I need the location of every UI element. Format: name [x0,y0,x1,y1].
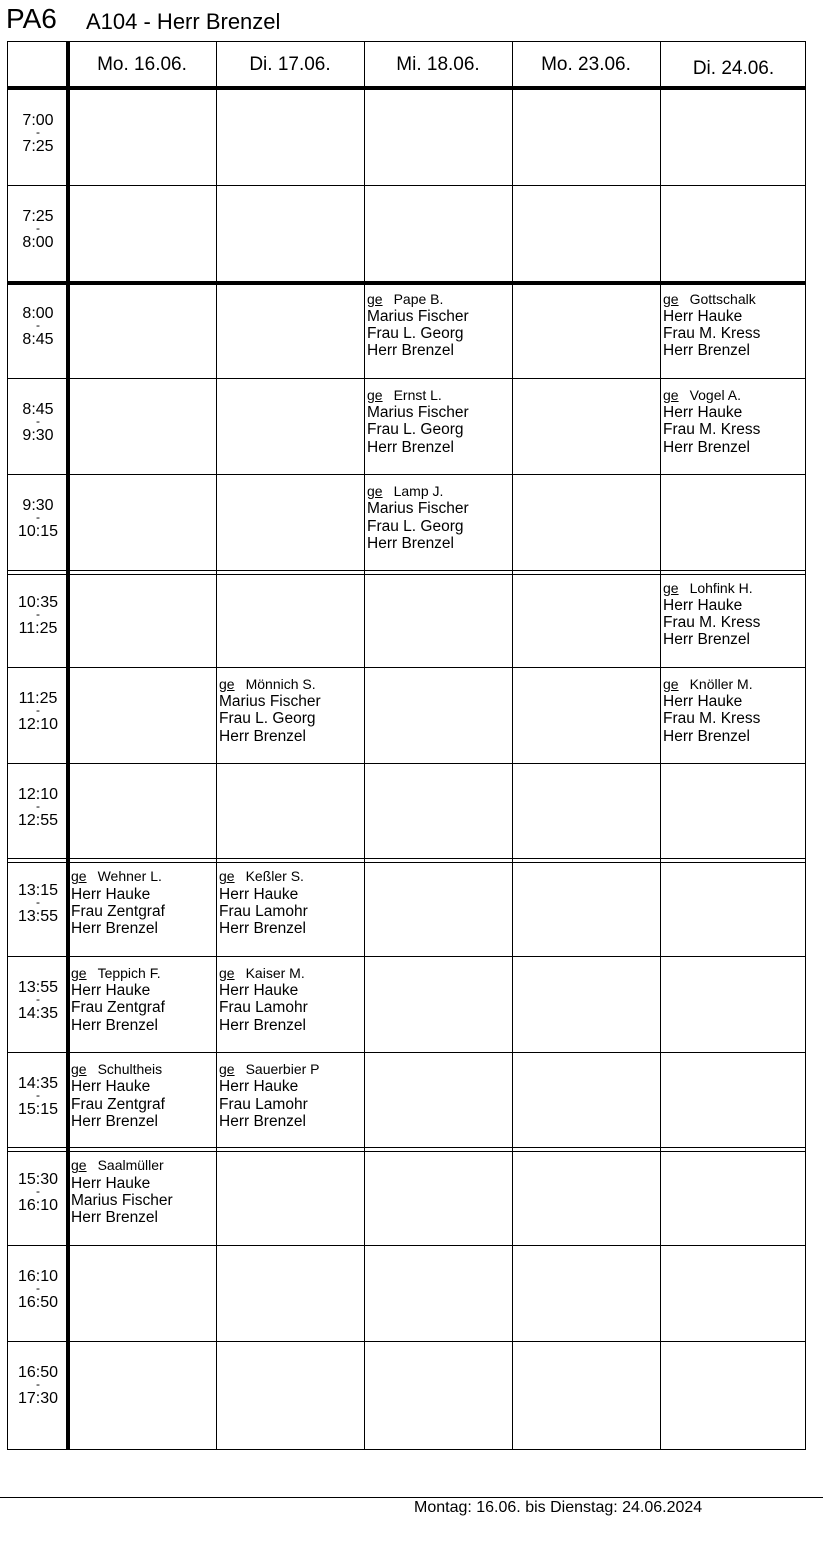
entry-line: Frau Lamohr [219,1095,308,1113]
period-start: 8:45 [22,400,54,418]
period-dash: - [36,1376,40,1391]
subject-tag: ge [367,483,383,500]
row-divider [8,570,805,575]
row-divider [8,1245,805,1246]
period-start: 8:00 [22,304,54,322]
entry-line: Herr Hauke [219,1078,299,1096]
period-dash: - [36,606,40,621]
student-name: Pape B. [393,290,444,307]
period-start: 15:30 [17,1171,59,1189]
row-divider [8,763,805,764]
period-start: 12:10 [17,786,59,804]
lesson-entry [219,1061,320,1130]
period-time [8,572,68,668]
student-name: Lamp J. [393,483,444,500]
period-end: 17:30 [17,1389,59,1407]
entry-line: Herr Hauke [71,1078,151,1096]
day-header: Mo. 23.06. [541,54,631,75]
subject-tag: ge [71,1157,87,1174]
entry-line: Frau Zentgraf [71,1095,165,1113]
day-header: Mi. 18.06. [396,54,480,75]
entry-line: Herr Brenzel [219,727,306,745]
period-start: 13:55 [17,978,59,996]
entry-line: Marius Fischer [71,1191,173,1209]
lesson-entry [219,965,308,1034]
entry-line: Herr Brenzel [219,920,306,938]
entry-header [71,1061,165,1078]
lesson-entry [367,387,469,456]
lesson-entry [71,965,165,1034]
student-name: Mönnich S. [245,675,316,692]
period-time [8,283,68,379]
lesson-entry [663,580,760,649]
entry-line: Herr Hauke [663,404,743,422]
period-dash: - [36,413,40,428]
row-divider [8,474,805,475]
period-start: 14:35 [17,1075,59,1092]
period-time [8,860,68,956]
period-start: 7:25 [22,208,54,226]
subject-tag: ge [663,290,679,307]
entry-line: Frau Zentgraf [71,902,165,920]
period-time [8,1149,68,1245]
period-start: 16:50 [17,1363,59,1381]
entry-line: Marius Fischer [219,693,321,711]
period-time [8,1342,68,1438]
row-divider [8,956,805,957]
period-time [8,764,68,860]
lesson-entry [71,1157,173,1226]
entry-line: Frau M. Kress [663,421,761,439]
period-end: 8:45 [22,330,54,348]
student-name: Gottschalk [689,290,756,307]
period-end: 16:10 [17,1197,59,1215]
period-end: 15:15 [17,1101,59,1118]
subject-tag: ge [367,386,383,403]
entry-line: Marius Fischer [367,307,469,325]
subject-tag: ge [219,868,235,885]
student-name: Sauerbier P [245,1061,320,1077]
entry-line: Marius Fischer [367,404,469,422]
entry-line: Herr Hauke [663,693,743,711]
day-header: Mo. 16.06. [97,54,187,75]
row-divider [8,1052,805,1053]
entry-line: Herr Brenzel [367,342,454,360]
period-time [8,90,68,186]
entry-header [367,387,469,404]
row-divider [8,1341,805,1342]
entry-line: Frau M. Kress [663,710,761,728]
entry-line: Herr Brenzel [663,631,750,649]
column-divider [660,42,661,1449]
entry-line: Herr Hauke [663,596,743,614]
period-start: 11:25 [18,689,58,707]
subject-tag: ge [219,1061,235,1077]
period-end: 10:15 [17,523,59,541]
column-divider [364,42,365,1449]
lesson-entry [367,291,469,360]
timetable-grid [7,41,806,1450]
entry-line: Herr Brenzel [71,1112,158,1130]
subject-tag: ge [663,675,679,692]
lesson-entry [219,868,308,937]
period-dash: - [36,702,40,717]
period-dash: - [36,1184,40,1199]
period-dash: - [36,510,40,525]
entry-header [71,1157,173,1174]
period-end: 14:35 [17,1004,59,1022]
footer-divider [0,1497,823,1498]
period-end: 7:25 [22,138,54,155]
entry-line: Frau Lamohr [219,999,308,1017]
entry-header [663,580,760,597]
subject-tag: ge [367,290,383,307]
period-start: 16:10 [17,1267,59,1285]
period-end: 12:55 [17,812,59,830]
period-start: 9:30 [22,497,54,515]
entry-line: Herr Hauke [71,885,151,903]
lesson-entry [663,676,760,745]
entry-header [71,868,165,885]
entry-line: Herr Brenzel [367,438,454,456]
entry-line: Frau L. Georg [367,517,464,535]
student-name: Saalmüller [97,1157,164,1174]
entry-header [219,1061,320,1078]
period-end: 9:30 [22,426,54,444]
entry-line: Herr Hauke [71,981,151,999]
column-divider [512,42,513,1449]
period-dash: - [36,1088,40,1102]
period-start: 7:00 [22,112,54,129]
lesson-entry [367,483,469,552]
period-end: 13:55 [17,908,59,926]
row-divider [8,1147,805,1152]
period-start: 10:35 [17,593,59,611]
entry-header [663,291,760,308]
entry-line: Herr Brenzel [663,342,750,360]
entry-line: Frau Lamohr [219,902,308,920]
entry-line: Frau M. Kress [663,614,761,632]
subject-tag: ge [71,1061,87,1077]
student-name: Vogel A. [689,386,741,403]
period-time [8,668,68,764]
period-end: 12:10 [17,715,59,733]
date-range-footer: Montag: 16.06. bis Dienstag: 24.06.2024 [414,1499,703,1516]
lesson-entry [663,291,760,360]
entry-line: Herr Hauke [71,1174,151,1192]
entry-line: Frau L. Georg [367,325,464,343]
period-end: 11:25 [18,619,58,637]
period-end: 16:50 [17,1293,59,1311]
student-name: Wehner L. [97,868,162,885]
row-divider [8,858,805,863]
period-start: 13:15 [17,882,59,900]
lesson-entry [71,1061,165,1130]
subject-tag: ge [219,675,235,692]
entry-line: Herr Brenzel [71,1016,158,1034]
period-time [8,1246,68,1342]
subject-tag: ge [663,579,679,596]
entry-header [219,868,308,885]
subject-tag: ge [71,868,87,885]
student-name: Keßler S. [245,868,304,885]
student-name: Lohfink H. [689,579,753,596]
column-divider [216,42,217,1449]
entry-header [367,291,469,308]
entry-line: Frau Zentgraf [71,999,165,1017]
row-divider [8,378,805,379]
entry-header [663,387,760,404]
period-time [8,1053,68,1149]
row-divider [8,281,805,285]
entry-line: Herr Hauke [219,885,299,903]
student-name: Knöller M. [689,675,753,692]
student-name: Schultheis [97,1061,163,1077]
student-name: Ernst L. [393,386,442,403]
period-dash: - [36,991,40,1006]
entry-line: Herr Brenzel [219,1112,306,1130]
period-end: 8:00 [22,234,54,252]
period-dash: - [36,799,40,814]
entry-line: Herr Brenzel [663,727,750,745]
day-header: Di. 24.06. [692,58,775,79]
plan-code: PA6 [6,3,57,34]
row-divider [8,667,805,668]
subject-tag: ge [71,964,87,981]
entry-header [219,676,321,693]
entry-header [71,965,165,982]
lesson-entry [663,387,760,456]
entry-line: Herr Brenzel [71,920,158,938]
entry-line: Herr Brenzel [367,535,454,553]
lesson-entry [71,868,165,937]
student-name: Teppich F. [97,964,161,981]
period-time [8,379,68,475]
subject-tag: ge [219,964,235,981]
entry-header [367,483,469,500]
entry-line: Frau M. Kress [663,325,761,343]
period-dash: - [36,221,40,236]
lesson-entry [219,676,321,745]
entry-line: Herr Brenzel [663,438,750,456]
row-divider [8,185,805,186]
period-time [8,475,68,571]
entry-line: Herr Brenzel [219,1016,306,1034]
day-header: Di. 17.06. [249,54,331,75]
entry-line: Frau L. Georg [219,710,316,728]
entry-line: Marius Fischer [367,500,469,518]
entry-line: Herr Brenzel [71,1209,158,1227]
period-dash: - [36,125,40,139]
entry-line: Herr Hauke [219,981,299,999]
subject-tag: ge [663,386,679,403]
period-dash: - [36,317,40,332]
entry-header [663,676,760,693]
period-time [8,186,68,282]
period-time [8,957,68,1053]
entry-header [219,965,308,982]
student-name: Kaiser M. [245,964,305,981]
entry-line: Frau L. Georg [367,421,464,439]
entry-line: Herr Hauke [663,307,743,325]
period-dash: - [36,1280,40,1295]
room-title: A104 - Herr Brenzel [86,9,281,34]
period-dash: - [36,895,40,910]
